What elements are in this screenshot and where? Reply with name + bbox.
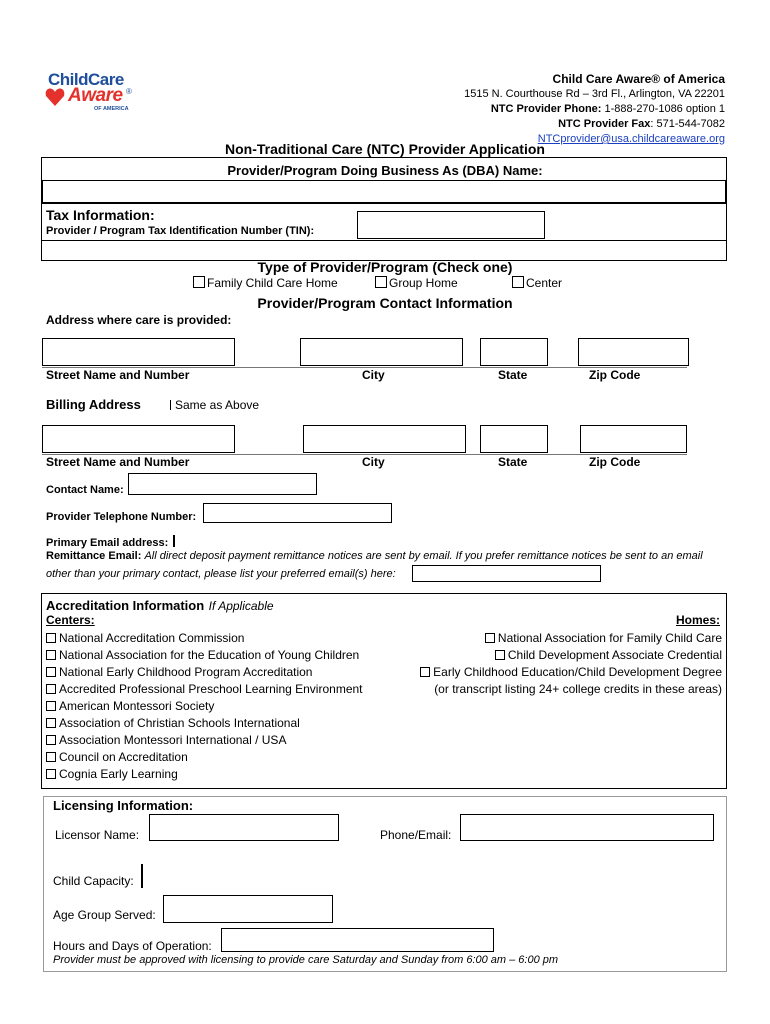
center-option[interactable]	[46, 698, 363, 715]
center-option[interactable]	[46, 732, 363, 749]
care-state-input[interactable]	[480, 338, 548, 366]
checkbox[interactable]	[46, 769, 56, 779]
logo-text-aware: Aware	[68, 85, 123, 106]
checkbox[interactable]	[495, 650, 505, 660]
home-option[interactable]	[420, 647, 722, 664]
phone-email-label: Phone/Email:	[380, 828, 452, 842]
center-option-label: National Accreditation Commission	[59, 631, 245, 645]
home-option[interactable]	[420, 630, 722, 647]
checkbox-family-child-care[interactable]	[193, 276, 205, 288]
center-option-label: Cognia Early Learning	[59, 767, 178, 781]
form-title: Non-Traditional Care (NTC) Provider Application	[225, 141, 545, 157]
org-contact-block	[464, 72, 725, 147]
col-zip-label: Zip Code	[589, 368, 641, 382]
primary-email-label: Primary Email address:	[46, 537, 169, 549]
home-option-label: Early Childhood Education/Child Development Degree	[433, 665, 722, 679]
org-name: Child Care Aware® of America	[552, 72, 725, 86]
care-zip-input[interactable]	[578, 338, 689, 366]
care-address-label: Address where care is provided:	[46, 313, 232, 327]
accreditation-note: If Applicable	[208, 599, 274, 613]
licensing-heading: Licensing Information:	[53, 798, 194, 813]
fax-label: NTC Provider Fax	[558, 118, 651, 130]
same-as-above-label: Same as Above	[175, 398, 260, 412]
homes-list	[420, 630, 722, 698]
center-option[interactable]	[46, 647, 363, 664]
checkbox[interactable]	[46, 684, 56, 694]
type-option-label: Center	[526, 276, 563, 290]
licensor-name-label: Licensor Name:	[55, 828, 140, 842]
col-city-label: City	[362, 368, 385, 382]
contact-heading: Provider/Program Contact Information	[257, 295, 513, 311]
care-street-input[interactable]	[42, 338, 235, 366]
center-option-label: Association Montessori International / USA	[59, 733, 287, 747]
center-option[interactable]	[46, 715, 363, 732]
center-option[interactable]	[46, 766, 363, 783]
checkbox[interactable]	[420, 667, 430, 677]
fax-value: : 571-544-7082	[650, 118, 725, 130]
col-city-label: City	[362, 455, 385, 469]
col-street-label: Street Name and Number	[46, 455, 190, 469]
child-capacity-label: Child Capacity:	[53, 874, 134, 888]
billing-city-input[interactable]	[303, 425, 466, 453]
billing-street-input[interactable]	[42, 425, 235, 453]
remittance-label: Remittance Email:	[46, 550, 142, 562]
provider-phone-input[interactable]	[203, 503, 392, 523]
checkbox[interactable]	[46, 701, 56, 711]
ntc-email-link[interactable]: NTCprovider@usa.childcareaware.org	[537, 133, 725, 145]
checkbox-center[interactable]	[512, 276, 524, 288]
licensor-name-input[interactable]	[149, 814, 339, 841]
type-option-label: Family Child Care Home	[207, 276, 338, 290]
remittance-email-input[interactable]	[412, 565, 601, 582]
tax-heading: Tax Information:	[46, 207, 155, 223]
remittance-email-line-2: other than your primary contact, please list your preferred email(s) here:	[46, 568, 396, 580]
primary-email-input[interactable]	[173, 535, 175, 547]
centers-list	[46, 630, 363, 783]
col-street-label: Street Name and Number	[46, 368, 190, 382]
center-option[interactable]	[46, 664, 363, 681]
center-option-label: American Montessori Society	[59, 699, 215, 713]
billing-zip-input[interactable]	[580, 425, 687, 453]
remittance-email-line-1	[46, 550, 703, 562]
checkbox[interactable]	[46, 633, 56, 643]
child-capacity-input[interactable]	[141, 864, 143, 888]
dba-label: Provider/Program Doing Business As (DBA) Name:	[227, 163, 543, 178]
type-option-center[interactable]	[512, 276, 562, 290]
homes-label: Homes:	[675, 613, 720, 627]
provider-type-heading: Type of Provider/Program (Check one)	[257, 259, 513, 275]
checkbox-same-as-above[interactable]	[170, 400, 171, 410]
col-state-label: State	[498, 368, 528, 382]
checkbox[interactable]	[46, 667, 56, 677]
checkbox[interactable]	[485, 633, 495, 643]
centers-label: Centers:	[46, 613, 95, 627]
dba-name-input[interactable]	[42, 180, 726, 203]
home-option-label: Child Development Associate Credential	[507, 648, 722, 662]
type-option-group[interactable]	[375, 276, 458, 290]
center-option[interactable]	[46, 630, 363, 647]
same-as-above-option[interactable]	[170, 398, 259, 412]
logo-text-childcare: ChildCare	[48, 70, 124, 89]
remittance-text: All direct deposit payment remittance notices are sent by email. If you prefer remittance notices be sent to an email	[144, 550, 703, 562]
checkbox[interactable]	[46, 650, 56, 660]
age-group-input[interactable]	[163, 895, 333, 923]
logo-text-of-america: OF AMERICA	[94, 106, 129, 112]
home-option-label: National Association for Family Child Care	[497, 631, 722, 645]
type-option-family[interactable]	[193, 276, 338, 290]
hours-label: Hours and Days of Operation:	[53, 939, 212, 953]
billing-address-label: Billing Address	[46, 397, 141, 412]
center-option-label: Association of Christian Schools International	[59, 716, 300, 730]
checkbox-group-home[interactable]	[375, 276, 387, 288]
tin-input[interactable]	[357, 211, 545, 239]
contact-name-input[interactable]	[128, 473, 317, 495]
col-state-label: State	[498, 455, 528, 469]
billing-state-input[interactable]	[480, 425, 548, 453]
checkbox[interactable]	[46, 752, 56, 762]
provider-phone-label: Provider Telephone Number:	[46, 511, 197, 523]
phone-label: NTC Provider Phone:	[490, 103, 602, 115]
age-group-label: Age Group Served:	[53, 908, 156, 922]
center-option[interactable]	[46, 681, 363, 698]
org-address: 1515 N. Courthouse Rd – 3rd Fl., Arlington, VA 22201	[464, 88, 725, 100]
tin-label: Provider / Program Tax Identification Number (TIN):	[46, 225, 315, 237]
accreditation-heading: Accreditation Information	[46, 598, 205, 613]
home-option-note: (or transcript listing 24+ college credits in these areas)	[434, 682, 722, 696]
center-option-label: Accredited Professional Preschool Learning Environment	[59, 682, 363, 696]
checkbox[interactable]	[46, 735, 56, 745]
center-option-label: Council on Accreditation	[59, 750, 188, 764]
col-zip-label: Zip Code	[589, 455, 641, 469]
hours-note: Provider must be approved with licensing to provide care Saturday and Sunday from 6:00 am – 6:00 pm	[53, 954, 559, 966]
home-option[interactable]	[420, 664, 722, 681]
care-city-input[interactable]	[300, 338, 463, 366]
licensor-phone-email-input[interactable]	[460, 814, 714, 841]
center-option[interactable]	[46, 749, 363, 766]
center-option-label: National Early Childhood Program Accreditation	[59, 665, 313, 679]
phone-value: 1-888-270-1086 option 1	[604, 103, 725, 115]
type-option-label: Group Home	[389, 276, 458, 290]
divider	[41, 240, 727, 241]
divider	[41, 203, 727, 204]
center-option-label: National Association for the Education of Young Children	[59, 648, 360, 662]
child-care-aware-logo	[42, 66, 134, 116]
hours-input[interactable]	[221, 928, 494, 952]
checkbox[interactable]	[46, 718, 56, 728]
contact-name-label: Contact Name:	[46, 484, 124, 496]
logo-registered: ®	[126, 87, 132, 96]
